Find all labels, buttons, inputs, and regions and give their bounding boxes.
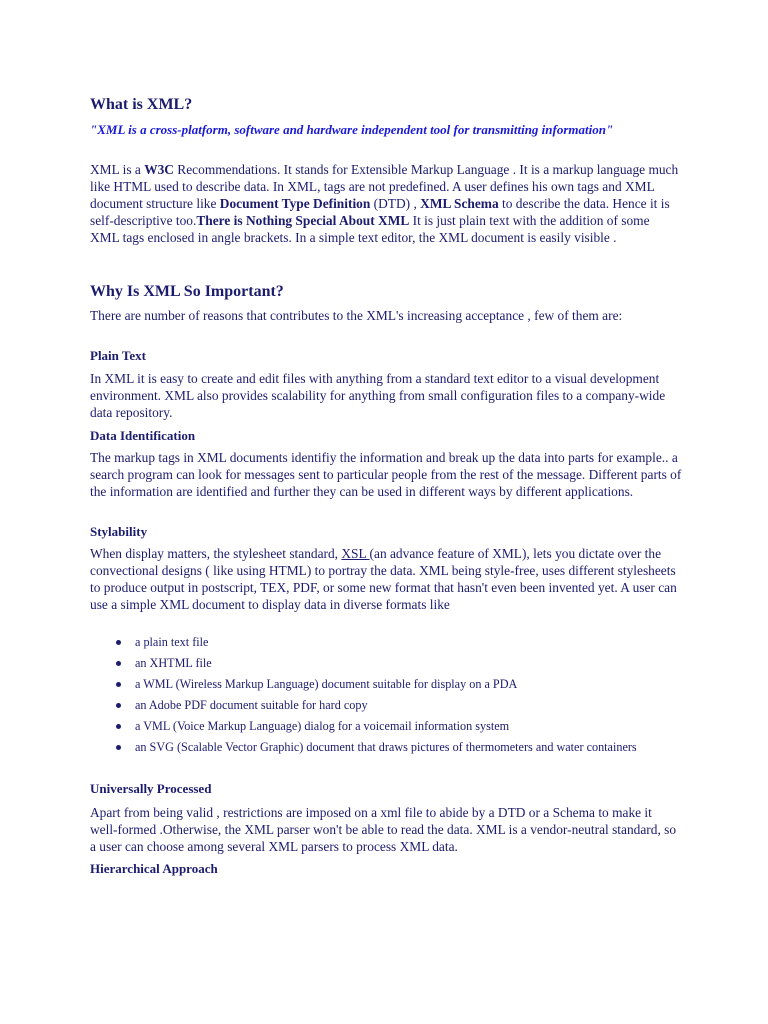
paragraph-universally-processed: Apart from being valid , restrictions are imposed on a xml file to abide by a DTD or a Schema to make it well-formed .Otherwise, the XML parser won't be able to read the data. XML is a vendor-neutral standard, so a user can choose among several XML parsers to process XML data. [90,805,677,854]
format-list [90,634,682,756]
bullet-icon [116,661,121,666]
paragraph-what-is-xml: XML is a W3C Recommendations. It stands for Extensible Markup Language . It is a markup language much like HTML used to describe data. In XML, tags are not predefined. A user defines his own tags and XML document structure like Document Type Definition (DTD) , XML Schema to describe the data. Hence it is self-descriptive too.There is Nothing Special About XML It is just plain text with the addition of some XML tags enclosed in angle brackets. In a simple text editor, the XML document is easily visible . [90,162,679,245]
heading-data-identification: Data Identification [90,428,196,443]
list-item: an Adobe PDF document suitable for hard copy [90,697,682,714]
paragraph-plain-text: In XML it is easy to create and edit files with anything from a standard text editor to a visual development environment. XML also provides scalability for anything from small configuration files to a company-wide data repository. [90,371,666,420]
heading-why-xml-important: Why Is XML So Important? [90,283,284,300]
xml-definition-quote: "XML is a cross-platform, software and hardware independent tool for transmitting information" [90,122,614,137]
list-item: a plain text file [90,634,682,651]
list-item: a VML (Voice Markup Language) dialog for a voicemail information system [90,718,682,735]
bullet-icon [116,724,121,729]
xsl-link[interactable]: XSL [341,546,370,561]
heading-plain-text: Plain Text [90,348,146,363]
paragraph-data-identification: The markup tags in XML documents identifiy the information and break up the data into parts for example.. a search program can look for messages sent to particular people from the rest of the message. Different parts of the information are identified and further they can be used in different ways by different applications. [90,450,682,499]
paragraph-stylability: When display matters, the stylesheet standard, XSL (an advance feature of XML), lets you dictate over the convectional designs ( like using HTML) to portray the data. XML being style-free, uses different stylesheets to produce output in postscript, TEX, PDF, or some new format that hasn't even been invented yet. A user can use a simple XML document to display data in diverse formats like [90,546,677,612]
heading-hierarchical-approach: Hierarchical Approach [90,861,218,876]
bullet-icon [116,703,121,708]
heading-universally-processed: Universally Processed [90,781,212,796]
dtd-bold: Document Type Definition [219,195,371,211]
list-item: an XHTML file [90,655,682,672]
bullet-icon [116,682,121,687]
heading-what-is-xml: What is XML? [90,96,193,113]
heading-stylability: Stylability [90,524,148,539]
list-item: an SVG (Scalable Vector Graphic) document that draws pictures of thermometers and water containers [90,739,682,756]
nothing-special-bold: There is Nothing Special About XML [196,212,410,228]
bullet-icon [116,640,121,645]
bullet-icon [116,745,121,750]
xml-schema-bold: XML Schema [420,195,499,211]
w3c-bold: W3C [144,162,174,177]
list-item: a WML (Wireless Markup Language) document suitable for display on a PDA [90,676,682,693]
paragraph-why-important: There are number of reasons that contributes to the XML's increasing acceptance , few of them are: [90,308,623,323]
